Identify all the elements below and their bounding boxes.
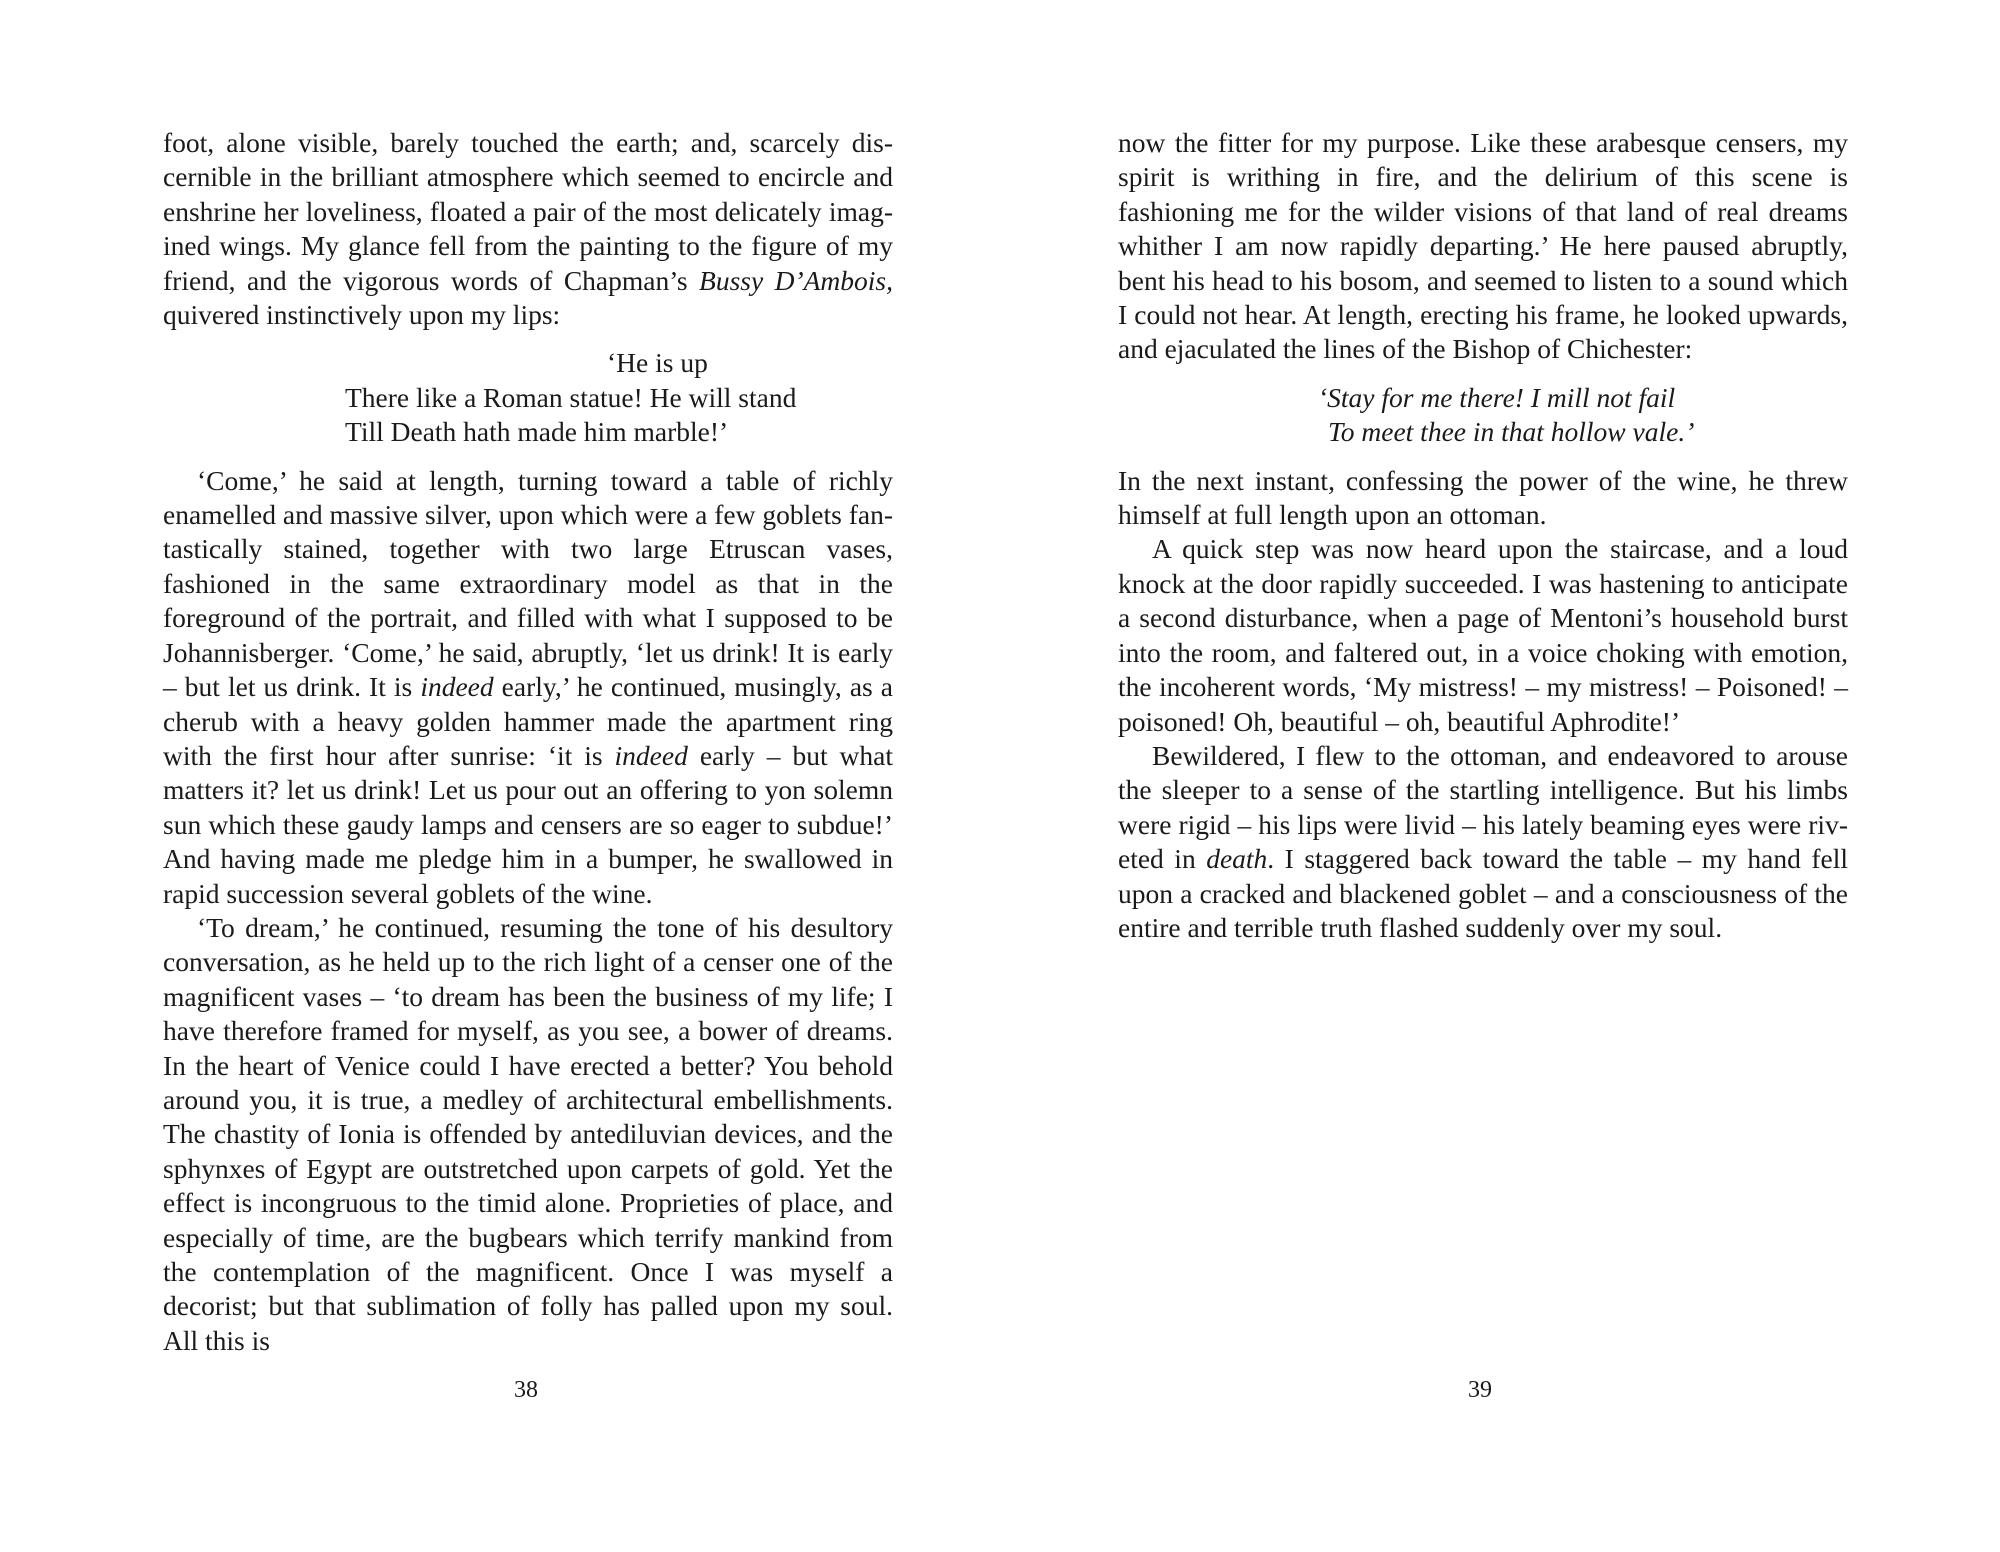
verse-line: To meet thee in that hollow vale.’	[1328, 416, 1695, 448]
paragraph-continuation: foot, alone visible, barely touched the earth; and, scarcely discernible in the brilliant atmosphere which seemed to encircle and enshrine her loveliness, floated a pair of the most delicately imagined wings. My glance fell from the painting to the figure of my friend, and the vigorous words of Chapman’s Bussy D’Ambois, quivered instinctively upon my lips:	[163, 127, 894, 331]
right-page	[1000, 0, 2000, 1552]
verse-line: ‘Stay for me there! I mill not fail	[1318, 381, 1676, 413]
verse-quote-bishop	[1118, 381, 1848, 450]
verse-quote-chapman	[163, 346, 893, 449]
verse-line: There like a Roman statue! He will stand	[345, 381, 797, 413]
paragraph-to-dream: ‘To dream,’ he continued, resuming the tone of his desultory conversation, as he held up to the rich light of a censer one of the magnificent vases – ‘to dream has been the business of my life; I have therefore framed for myself, as you see, a bower of dreams. In the heart of Venice could I have erected a better? You behold around you, it is true, a medley of architectural embellishments. The chastity of Ionia is offended by antediluvian devices, and the sphynxes of Egypt are outstretched upon carpets of gold. Yet the effect is incongruous to the timid alone. Proprieties of place, and especially of time, are the bugbears which terrify mankind from the contemplation of the magnificent. Once I was myself a decorist; but that sublimation of folly has palled upon my soul. All this is	[163, 911, 893, 1356]
verse-line: ‘He is up	[607, 347, 708, 379]
right-page-text	[1118, 126, 1848, 945]
page-number: 39	[1468, 1377, 1492, 1403]
italic-title: Bussy D’Ambois,	[699, 264, 894, 296]
paragraph-next-instant: In the next instant, confessing the power of the wine, he threw himself at full length upon an ottoman.	[1118, 464, 1848, 531]
paragraph-bewildered: Bewildered, I flew to the ottoman, and endeavored to arouse the sleeper to a sense of the startling intelligence. But his limbs were rigid – his lips were livid – his lately beaming eyes were riveted in death. I staggered back toward the table – my hand fell upon a cracked and blackened goblet – and a consciousness of the entire and terrible truth flashed suddenly over my soul.	[1118, 739, 1848, 943]
paragraph-quick-step: A quick step was now heard upon the staircase, and a loud knock at the door rapidly succeeded. I was hastening to anticipate a second disturbance, when a page of Mentoni’s household burst into the room, and faltered out, in a voice choking with emotion, the incoherent words, ‘My mistress! – my mistress! – Poisoned! – poisoned! Oh, beautiful – oh, beautiful Aphrodite!’	[1118, 533, 1848, 737]
paragraph-come: ‘Come,’ he said at length, turning toward a table of richly enamelled and massive silver, upon which were a few goblets fantastically stained, together with two large Etruscan vases, fashioned in the same extraordinary model as that in the foreground of the portrait, and filled with what I supposed to be Johannisberger. ‘Come,’ he said, abruptly, ‘let us drink! It is early – but let us drink. It is indeed early,’ he continued, musingly, as a cherub with a heavy golden hammer made the apartment ring with the first hour after sunrise: ‘it is indeed early – but what matters it? let us drink! Let us pour out an offering to yon solemn sun which these gaudy lamps and censers are so eager to subdue!’ And having made me pledge him in a bumper, he swallowed in rapid succession several goblets of the wine.	[163, 464, 893, 909]
paragraph-continuation: now the fitter for my purpose. Like these arabesque censers, my spirit is writhing in fire, and the delirium of this scene is fashioning me for the wilder visions of that land of real dreams whither I am now rapidly departing.’ He here paused abruptly, bent his head to his bosom, and seemed to listen to a sound which I could not hear. At length, erecting his frame, he looked upwards, and ejaculated the lines of the Bishop of Chichester:	[1118, 127, 1848, 365]
left-page-text	[163, 126, 893, 1358]
page-number: 38	[514, 1377, 538, 1403]
verse-line: Till Death hath made him marble!’	[345, 416, 729, 448]
